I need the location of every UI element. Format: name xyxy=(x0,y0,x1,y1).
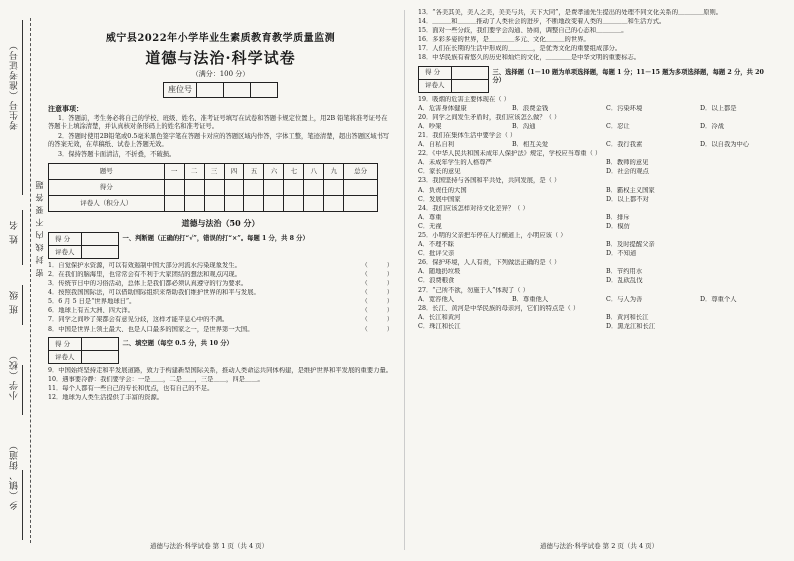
score-box xyxy=(418,66,489,93)
choice-questions xyxy=(418,96,790,332)
binding-line-4 xyxy=(22,365,23,415)
answer-paren[interactable]: （ ） xyxy=(361,316,393,324)
notes-list xyxy=(48,115,393,160)
score-cell[interactable] xyxy=(204,196,224,212)
score-header-cell: 七 xyxy=(284,164,304,180)
part1-header xyxy=(48,232,393,259)
exam-title: 道德与法治·科学试卷 xyxy=(145,48,296,67)
binding-label-class: 班 级 xyxy=(10,290,20,314)
answer-option[interactable]: C．家长的意见 xyxy=(418,168,461,176)
answer-option[interactable]: C．浪费粮食 xyxy=(418,277,455,285)
answer-option[interactable]: B．相互关爱 xyxy=(512,141,549,149)
score-box-label: 评卷人 xyxy=(49,245,82,258)
binding-margin xyxy=(4,20,44,545)
part1-title: 一、判断题（正确的打“√”，错误的打“×”。每题 1 分，共 8 分） xyxy=(122,234,309,242)
page-fold xyxy=(404,10,405,550)
score-cell[interactable] xyxy=(204,180,224,196)
score-header-cell: 总分 xyxy=(344,164,378,180)
score-cell[interactable] xyxy=(184,196,204,212)
answer-option[interactable]: B．教师的意见 xyxy=(606,159,649,167)
question: 27．“己所不欲，勿施于人”体现了（ ） xyxy=(418,286,529,294)
answer-option[interactable]: B．及时提醒父亲 xyxy=(606,241,655,249)
answer-option[interactable]: D．以上都是 xyxy=(700,104,737,112)
question: 11．每个人都有一些自己的专长和优点，也有自己的不足。 xyxy=(48,385,214,393)
question: 15．面对一些分歧，我们要学会沟通、协商，调整自己的心态和＿＿＿＿。 xyxy=(418,26,628,34)
answer-option[interactable]: D．乱砍乱伐 xyxy=(606,277,643,285)
answer-options xyxy=(418,159,790,168)
answer-option[interactable]: B．沟通 xyxy=(512,122,536,130)
answer-options xyxy=(418,196,790,205)
question: 25．小明的父亲把车停在人行横道上，小明应该（ ） xyxy=(418,231,567,239)
answer-options xyxy=(418,241,790,250)
answer-option[interactable]: C．忍让 xyxy=(606,122,630,130)
seat-cell[interactable] xyxy=(251,83,278,98)
score-cell[interactable] xyxy=(224,180,244,196)
left-column xyxy=(48,8,393,403)
score-header-cell: 九 xyxy=(324,164,344,180)
answer-options xyxy=(418,323,790,332)
answer-option[interactable]: C．无视 xyxy=(418,222,442,230)
question: （ ） 3．传统节日中的习俗活动，总体上是我们都必须认真遵守的行为要求。 xyxy=(48,280,393,288)
answer-option[interactable]: B．浪费金钱 xyxy=(512,104,549,112)
score-cell[interactable] xyxy=(264,180,284,196)
question: （ ） 6．地球上有五大洲、四大洋。 xyxy=(48,307,393,315)
answer-options xyxy=(418,277,790,286)
score-table xyxy=(48,163,378,212)
answer-option[interactable]: A．长江和黄河 xyxy=(418,313,461,321)
score-cell[interactable] xyxy=(284,196,304,212)
answer-options xyxy=(418,168,790,177)
answer-option[interactable]: B．黄河和长江 xyxy=(606,313,649,321)
score-box-cell[interactable] xyxy=(451,66,488,79)
binding-line-3 xyxy=(22,285,23,325)
score-header-cell: 题号 xyxy=(49,164,165,180)
right-column xyxy=(418,8,790,332)
answer-options xyxy=(418,214,790,223)
answer-option[interactable]: C．与人为善 xyxy=(606,295,643,303)
answer-paren[interactable]: （ ） xyxy=(361,325,393,333)
score-cell[interactable] xyxy=(164,180,184,196)
score-box-label: 得 分 xyxy=(419,66,452,79)
exam-header: 威宁县2022年小学毕业生素质教育教学质量监测 xyxy=(105,33,336,44)
answer-option[interactable]: A．随地扔垃圾 xyxy=(418,268,461,276)
score-cell[interactable] xyxy=(244,180,264,196)
question: 14．＿＿＿和＿＿＿推动了人类社会的进步，不断地改变着人类的＿＿＿＿和生活方式。 xyxy=(418,17,666,25)
score-box-cell[interactable] xyxy=(81,338,118,351)
question: 13．“各美其美，美人之美，美美与共，天下大同”，是费孝通先生提出的处理不同文化关系的＿＿＿＿原则。 xyxy=(418,8,723,16)
note-item: 1．答题前，考生务必将自己的学校、班级、姓名、准考证号填写在试卷和答题卡规定位置上，用2B 铅笔将准考证号在答题卡上填涂清楚，并认真核对条形码上的姓名和准考证号。 xyxy=(48,114,388,131)
binding-label-id: 考生号（准考证号） xyxy=(10,40,20,130)
answer-options xyxy=(418,187,790,196)
question: （ ） 7．同学之间吵了架都会有意见分歧，这样才能平息心中的不满。 xyxy=(48,316,393,324)
binding-line-5 xyxy=(22,470,23,540)
answer-option[interactable]: C．我行我素 xyxy=(606,141,643,149)
question: （ ） 8．中国是世界上领土最大、也是人口最多的国家之一，是世界第一大国。 xyxy=(48,325,393,333)
answer-options xyxy=(418,314,790,323)
binding-label-town: 乡（镇、街道） xyxy=(10,440,20,510)
answer-option[interactable]: D．模仿 xyxy=(606,222,630,230)
answer-option[interactable]: C．批评父亲 xyxy=(418,250,455,258)
score-header-cell: 六 xyxy=(264,164,284,180)
score-cell[interactable] xyxy=(264,196,284,212)
seal-dashed-line xyxy=(30,18,31,543)
note-item: 2．答题时使用2B铅笔或0.5毫米黑色签字笔在答题卡对应的答题区域内作答，字体工整，笔迹清楚，超出答题区域书写的答案无效，在草稿纸、试卷上答题无效。 xyxy=(48,132,390,149)
question: 19．吸烟的危害主要体现在（ ） xyxy=(418,95,510,103)
answer-option[interactable]: D．不知道 xyxy=(606,250,637,258)
answer-options xyxy=(418,141,790,150)
note-item: 3．保持答题卡面清洁，不折叠，不破损。 xyxy=(58,150,176,158)
question: （ ） 1．自觉保护水资源，可以有效遏制中国大部分河流水污染现象发生。 xyxy=(48,261,393,269)
answer-option[interactable]: C．发展中国家 xyxy=(418,195,461,203)
answer-option[interactable]: D．冷战 xyxy=(700,122,724,130)
score-box xyxy=(48,337,119,364)
footer-left: 道德与法治·科学试卷 第 1 页（共 4 页） xyxy=(150,542,269,550)
score-box-cell[interactable] xyxy=(451,79,488,92)
score-header-cell: 五 xyxy=(244,164,264,180)
answer-option[interactable]: B．尊重他人 xyxy=(512,295,549,303)
score-box xyxy=(48,232,119,259)
score-cell[interactable] xyxy=(344,180,378,196)
footer-right: 道德与法治·科学试卷 第 2 页（共 4 页） xyxy=(540,542,659,550)
question: 21．我们在集体生活中要学会（ ） xyxy=(418,131,517,139)
answer-option[interactable]: A．自私自利 xyxy=(418,141,455,149)
score-header-cell: 一 xyxy=(164,164,184,180)
answer-options xyxy=(418,250,790,259)
answer-option[interactable]: C．污染环境 xyxy=(606,104,643,112)
score-header-cell: 三 xyxy=(204,164,224,180)
question: （ ） 2．在我们的脑海里，也常常会有不利于大家团结的想法和观点闪现。 xyxy=(48,271,393,279)
answer-option[interactable]: A．负责任的大国 xyxy=(418,186,467,194)
answer-options xyxy=(418,296,790,305)
answer-options xyxy=(418,223,790,232)
score-cell[interactable] xyxy=(284,180,304,196)
score-box-label: 评卷人 xyxy=(419,79,452,92)
seat-label: 座位号 xyxy=(164,83,197,98)
question: 22．《中华人民共和国未成年人保护法》规定，学校应当尊重（ ） xyxy=(418,150,602,158)
answer-option[interactable]: A．宽容他人 xyxy=(418,295,455,303)
answer-paren[interactable]: （ ） xyxy=(361,298,393,306)
score-box-cell[interactable] xyxy=(81,351,118,364)
score-header-cell: 八 xyxy=(304,164,324,180)
answer-option[interactable]: A．危害身体健康 xyxy=(418,104,467,112)
part3-title: 三、选择题（1－10 题为单项选择题，每题 1 分；11－15 题为多项选择题，每题 2 分，共 20 分） xyxy=(492,68,764,85)
seat-number-box xyxy=(163,82,278,98)
seat-cell[interactable] xyxy=(224,83,251,98)
question: 17．人们在长期的生活中形成的＿＿＿＿，是优秀文化的重要组成部分。 xyxy=(418,44,622,52)
answer-paren[interactable]: （ ） xyxy=(361,289,393,297)
score-cell[interactable] xyxy=(184,180,204,196)
answer-option[interactable]: A．吵架 xyxy=(418,122,442,130)
answer-option[interactable]: C．珠江和长江 xyxy=(418,322,461,330)
answer-option[interactable]: D．黑龙江和长江 xyxy=(606,322,656,330)
answer-paren[interactable]: （ ） xyxy=(361,280,393,288)
part2-header xyxy=(48,337,393,364)
binding-line-1 xyxy=(22,20,23,195)
answer-paren[interactable]: （ ） xyxy=(361,271,393,279)
binding-label-school: 小学（校） xyxy=(10,350,20,400)
binding-label-name: 姓 名 xyxy=(10,220,20,244)
score-header-cell: 四 xyxy=(224,164,244,180)
question: 10．遇事要冷静：我们要学会：一是＿＿，二是＿＿，三是＿＿，四是＿＿。 xyxy=(48,376,264,384)
score-cell[interactable] xyxy=(164,196,184,212)
answer-options xyxy=(418,268,790,277)
seal-line-text: 密 封 线 内 不 要 答 题 xyxy=(35,180,44,277)
score-cell[interactable] xyxy=(304,196,324,212)
question: 12．地球为人类生活提供了丰富的资源。 xyxy=(48,394,164,402)
part3-header xyxy=(418,66,790,93)
question: 23．我国坚持与各国和平共处，共同发展，是（ ） xyxy=(418,177,561,185)
binding-line-2 xyxy=(22,210,23,265)
score-cell[interactable] xyxy=(244,196,264,212)
section-title: 道德与法治（50 分） xyxy=(181,218,260,229)
answer-option[interactable]: B．节约用水 xyxy=(606,268,643,276)
score-cell[interactable] xyxy=(324,196,344,212)
answer-option[interactable]: A．尊重 xyxy=(418,213,442,221)
question: （ ） 4．按照我国国际法，可以借助国际组织来帮助我们维护世界的和平与发展。 xyxy=(48,289,393,297)
answer-option[interactable]: D．社会的观点 xyxy=(606,168,649,176)
answer-option[interactable]: A．不理不睬 xyxy=(418,241,455,249)
score-cell[interactable] xyxy=(324,180,344,196)
score-header-cell: 二 xyxy=(184,164,204,180)
question: （ ） 5．6 月 5 日是“世界地球日”。 xyxy=(48,298,393,306)
exam-total: （满分：100 分） xyxy=(191,69,250,78)
answer-option[interactable]: D．尊重个人 xyxy=(700,295,737,303)
question: 9．中国始终坚持走和平发展道路，致力于构建新型国际关系，推动人类命运共同体构建，是维护世界和平发展的重要力量。 xyxy=(48,367,393,375)
answer-option[interactable]: A．未成年学生的人格尊严 xyxy=(418,159,492,167)
score-box-cell[interactable] xyxy=(81,232,118,245)
question: 28．长江、黄河是中华民族的母亲河，它们的特点是（ ） xyxy=(418,304,580,312)
score-row-label: 得分 xyxy=(49,180,165,196)
score-box-label: 得 分 xyxy=(49,338,82,351)
notes-heading: 注意事项： xyxy=(48,104,83,114)
answer-paren[interactable]: （ ） xyxy=(361,307,393,315)
answer-option[interactable]: D．以上都不对 xyxy=(606,195,649,203)
score-box-label: 得 分 xyxy=(49,232,82,245)
question: 16．多彩多姿的世界，是＿＿＿＿多元、文化＿＿＿的世界。 xyxy=(418,35,590,43)
score-box-label: 评卷人 xyxy=(49,351,82,364)
question: 26．保护环境，人人有责，下列做法正确的是（ ） xyxy=(418,259,561,267)
question: 24．我们应该怎样对待文化差异？（ ） xyxy=(418,204,529,212)
answer-paren[interactable]: （ ） xyxy=(361,261,393,269)
answer-options xyxy=(418,105,790,114)
score-box-cell[interactable] xyxy=(81,245,118,258)
question: 18．中华民族有着悠久的历史和灿烂的文化，＿＿＿＿是中华文明的重要标志。 xyxy=(418,54,641,62)
question: 20．同学之间发生矛盾时，我们应该怎么做？（ ） xyxy=(418,113,561,121)
part2-title: 二、填空题（每空 0.5 分，共 10 分） xyxy=(122,340,233,348)
answer-options xyxy=(418,123,790,132)
answer-option[interactable]: B．霸权主义国家 xyxy=(606,186,655,194)
score-row-label: 评卷人（积分人） xyxy=(49,196,165,212)
score-cell[interactable] xyxy=(304,180,324,196)
seat-cell[interactable] xyxy=(197,83,224,98)
answer-option[interactable]: D．以自我为中心 xyxy=(700,141,750,149)
answer-option[interactable]: B．排斥 xyxy=(606,213,630,221)
score-cell[interactable] xyxy=(224,196,244,212)
score-cell[interactable] xyxy=(344,196,378,212)
